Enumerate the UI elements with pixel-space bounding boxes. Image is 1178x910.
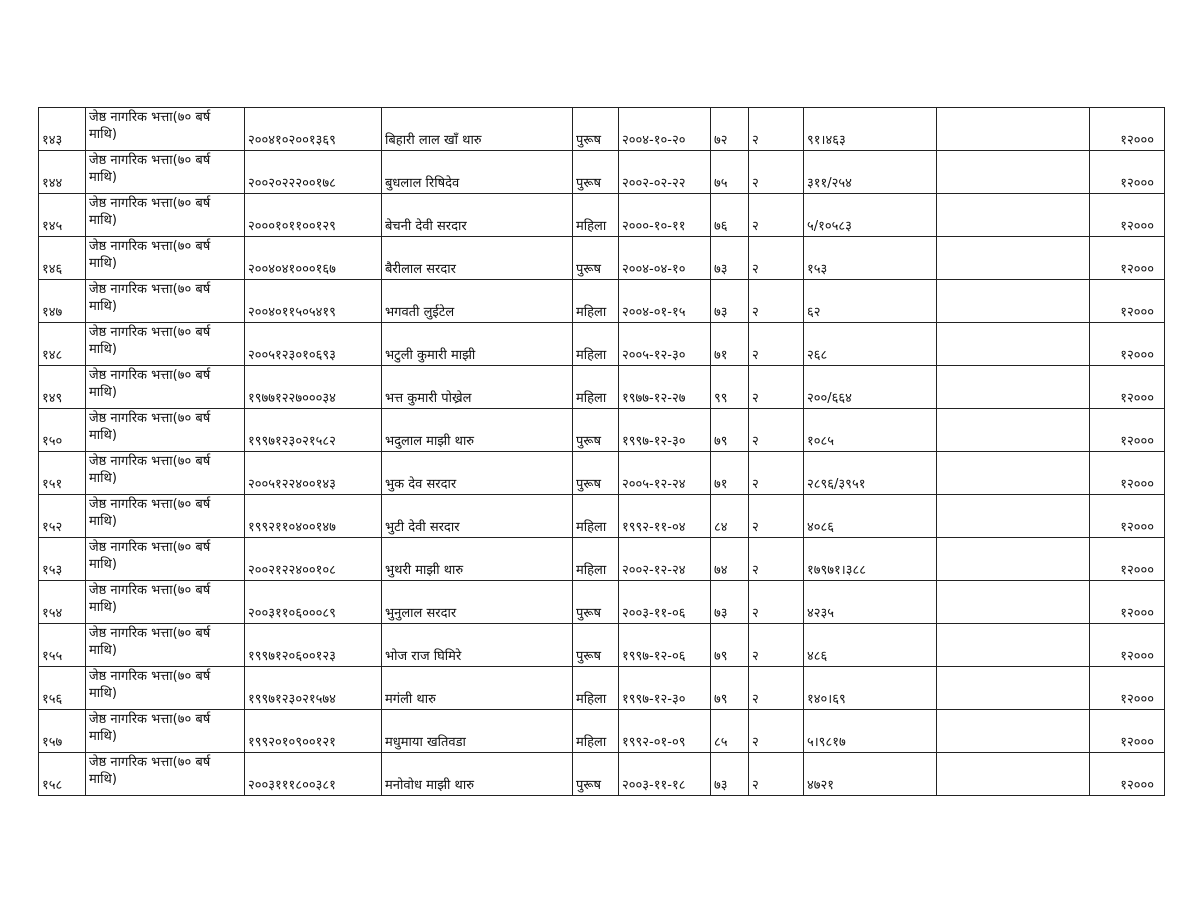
allowance-type-cell: जेष्ठ नागरिक भत्ता(७० बर्ष माथि) <box>86 452 245 495</box>
beneficiary-id-cell: १९९२११०४००१४७ <box>245 495 382 538</box>
gender-cell: पुरूष <box>573 409 619 452</box>
remarks-cell <box>937 237 1090 280</box>
beneficiary-id-cell: १९७७१२२७०००३४ <box>245 366 382 409</box>
amount-cell: १२००० <box>1090 538 1165 581</box>
age-cell: ७५ <box>711 151 749 194</box>
ward-cell: २ <box>749 366 804 409</box>
ward-cell: २ <box>749 581 804 624</box>
serial-number-cell: १५५ <box>39 624 86 667</box>
gender-cell: महिला <box>573 710 619 753</box>
allowance-type-cell: जेष्ठ नागरिक भत्ता(७० बर्ष माथि) <box>86 753 245 796</box>
beneficiary-name-cell: भदुलाल माझी थारु <box>382 409 573 452</box>
remarks-cell <box>937 581 1090 624</box>
birth-date-cell: २००२-१२-२४ <box>619 538 711 581</box>
serial-number-cell: १५३ <box>39 538 86 581</box>
citizenship-number-cell: १७९७१।३८८ <box>804 538 937 581</box>
allowance-type-cell: जेष्ठ नागरिक भत्ता(७० बर्ष माथि) <box>86 237 245 280</box>
gender-cell: महिला <box>573 495 619 538</box>
citizenship-number-cell: २६८ <box>804 323 937 366</box>
birth-date-cell: १९९७-१२-०६ <box>619 624 711 667</box>
remarks-cell <box>937 280 1090 323</box>
beneficiary-id-cell: २००२१२२४००१०८ <box>245 538 382 581</box>
beneficiary-id-cell: २००४०११५०५४१९ <box>245 280 382 323</box>
beneficiary-name-cell: भुक देव सरदार <box>382 452 573 495</box>
beneficiary-name-cell: भुथरी माझी थारु <box>382 538 573 581</box>
allowance-type-cell: जेष्ठ नागरिक भत्ता(७० बर्ष माथि) <box>86 624 245 667</box>
ward-cell: २ <box>749 108 804 151</box>
amount-cell: १२००० <box>1090 366 1165 409</box>
table-row <box>39 495 1165 538</box>
remarks-cell <box>937 323 1090 366</box>
gender-cell: पुरूष <box>573 624 619 667</box>
remarks-cell <box>937 624 1090 667</box>
ward-cell: २ <box>749 667 804 710</box>
allowance-type-cell: जेष्ठ नागरिक भत्ता(७० बर्ष माथि) <box>86 667 245 710</box>
beneficiary-name-cell: मनोवोध माझी थारु <box>382 753 573 796</box>
table-row <box>39 624 1165 667</box>
beneficiary-id-cell: २००४०४१०००१६७ <box>245 237 382 280</box>
ward-cell: २ <box>749 151 804 194</box>
beneficiary-table <box>38 107 1165 796</box>
gender-cell: पुरूष <box>573 108 619 151</box>
remarks-cell <box>937 495 1090 538</box>
beneficiary-id-cell: २००५१२३०१०६९३ <box>245 323 382 366</box>
age-cell: ७४ <box>711 538 749 581</box>
remarks-cell <box>937 151 1090 194</box>
table-body <box>39 108 1165 796</box>
citizenship-number-cell: २००/६६४ <box>804 366 937 409</box>
serial-number-cell: १५० <box>39 409 86 452</box>
ward-cell: २ <box>749 194 804 237</box>
table-row <box>39 366 1165 409</box>
allowance-type-cell: जेष्ठ नागरिक भत्ता(७० बर्ष माथि) <box>86 366 245 409</box>
remarks-cell <box>937 753 1090 796</box>
citizenship-number-cell: ४०८६ <box>804 495 937 538</box>
gender-cell: पुरूष <box>573 753 619 796</box>
remarks-cell <box>937 108 1090 151</box>
beneficiary-name-cell: भत्त कुमारी पोख्रेल <box>382 366 573 409</box>
remarks-cell <box>937 710 1090 753</box>
amount-cell: १२००० <box>1090 452 1165 495</box>
beneficiary-name-cell: मधुमाया खतिवडा <box>382 710 573 753</box>
gender-cell: पुरूष <box>573 581 619 624</box>
gender-cell: पुरूष <box>573 452 619 495</box>
table-row <box>39 538 1165 581</box>
allowance-type-cell: जेष्ठ नागरिक भत्ता(७० बर्ष माथि) <box>86 538 245 581</box>
citizenship-number-cell: ९१।४६३ <box>804 108 937 151</box>
table-row <box>39 237 1165 280</box>
age-cell: ७६ <box>711 194 749 237</box>
citizenship-number-cell: १०८५ <box>804 409 937 452</box>
allowance-type-cell: जेष्ठ नागरिक भत्ता(७० बर्ष माथि) <box>86 409 245 452</box>
citizenship-number-cell: ४८६ <box>804 624 937 667</box>
citizenship-number-cell: १४०।६९ <box>804 667 937 710</box>
beneficiary-name-cell: बेचनी देवी सरदार <box>382 194 573 237</box>
ward-cell: २ <box>749 452 804 495</box>
table-row <box>39 753 1165 796</box>
birth-date-cell: २००५-१२-३० <box>619 323 711 366</box>
amount-cell: १२००० <box>1090 323 1165 366</box>
beneficiary-name-cell: मगंली थारु <box>382 667 573 710</box>
amount-cell: १२००० <box>1090 151 1165 194</box>
birth-date-cell: २००५-१२-२४ <box>619 452 711 495</box>
beneficiary-id-cell: २००२०२२२००१७८ <box>245 151 382 194</box>
beneficiary-name-cell: बुधलाल रिषिदेव <box>382 151 573 194</box>
remarks-cell <box>937 194 1090 237</box>
remarks-cell <box>937 366 1090 409</box>
citizenship-number-cell: १५३ <box>804 237 937 280</box>
citizenship-number-cell: ५।९८१७ <box>804 710 937 753</box>
beneficiary-name-cell: भटुली कुमारी माझी <box>382 323 573 366</box>
serial-number-cell: १४६ <box>39 237 86 280</box>
remarks-cell <box>937 667 1090 710</box>
amount-cell: १२००० <box>1090 237 1165 280</box>
age-cell: ७९ <box>711 667 749 710</box>
beneficiary-id-cell: १९९७१२३०२१५७४ <box>245 667 382 710</box>
amount-cell: १२००० <box>1090 581 1165 624</box>
serial-number-cell: १५६ <box>39 667 86 710</box>
serial-number-cell: १४९ <box>39 366 86 409</box>
age-cell: ९९ <box>711 366 749 409</box>
age-cell: ७९ <box>711 409 749 452</box>
age-cell: ८४ <box>711 495 749 538</box>
allowance-type-cell: जेष्ठ नागरिक भत्ता(७० बर्ष माथि) <box>86 280 245 323</box>
ward-cell: २ <box>749 624 804 667</box>
table-row <box>39 710 1165 753</box>
beneficiary-id-cell: १९९७१२०६००१२३ <box>245 624 382 667</box>
serial-number-cell: १४४ <box>39 151 86 194</box>
beneficiary-id-cell: २००५१२२४००१४३ <box>245 452 382 495</box>
amount-cell: १२००० <box>1090 108 1165 151</box>
serial-number-cell: १४३ <box>39 108 86 151</box>
allowance-type-cell: जेष्ठ नागरिक भत्ता(७० बर्ष माथि) <box>86 194 245 237</box>
amount-cell: १२००० <box>1090 667 1165 710</box>
age-cell: ७३ <box>711 280 749 323</box>
citizenship-number-cell: ५/१०५८३ <box>804 194 937 237</box>
allowance-type-cell: जेष्ठ नागरिक भत्ता(७० बर्ष माथि) <box>86 323 245 366</box>
gender-cell: महिला <box>573 323 619 366</box>
citizenship-number-cell: ४२३५ <box>804 581 937 624</box>
remarks-cell <box>937 452 1090 495</box>
beneficiary-id-cell: १९९२०१०९००१२१ <box>245 710 382 753</box>
citizenship-number-cell: ६२ <box>804 280 937 323</box>
table-row <box>39 108 1165 151</box>
ward-cell: २ <box>749 495 804 538</box>
birth-date-cell: १९९२-११-०४ <box>619 495 711 538</box>
age-cell: ७२ <box>711 108 749 151</box>
gender-cell: महिला <box>573 194 619 237</box>
serial-number-cell: १५२ <box>39 495 86 538</box>
age-cell: ७१ <box>711 452 749 495</box>
amount-cell: १२००० <box>1090 280 1165 323</box>
birth-date-cell: २००४-०१-१५ <box>619 280 711 323</box>
serial-number-cell: १५८ <box>39 753 86 796</box>
birth-date-cell: २००४-१०-२० <box>619 108 711 151</box>
birth-date-cell: १९७७-१२-२७ <box>619 366 711 409</box>
table-row <box>39 323 1165 366</box>
amount-cell: १२००० <box>1090 194 1165 237</box>
beneficiary-name-cell: भुनुलाल सरदार <box>382 581 573 624</box>
amount-cell: १२००० <box>1090 624 1165 667</box>
table-row <box>39 194 1165 237</box>
beneficiary-id-cell: २००३११०६०००८९ <box>245 581 382 624</box>
gender-cell: महिला <box>573 280 619 323</box>
citizenship-number-cell: ४७२१ <box>804 753 937 796</box>
amount-cell: १२००० <box>1090 710 1165 753</box>
beneficiary-name-cell: बिहारी लाल खाँ थारु <box>382 108 573 151</box>
allowance-type-cell: जेष्ठ नागरिक भत्ता(७० बर्ष माथि) <box>86 151 245 194</box>
ward-cell: २ <box>749 323 804 366</box>
beneficiary-name-cell: भोज राज घिमिरे <box>382 624 573 667</box>
table-row <box>39 280 1165 323</box>
ward-cell: २ <box>749 280 804 323</box>
beneficiary-id-cell: १९९७१२३०२१५८२ <box>245 409 382 452</box>
serial-number-cell: १४७ <box>39 280 86 323</box>
allowance-type-cell: जेष्ठ नागरिक भत्ता(७० बर्ष माथि) <box>86 710 245 753</box>
serial-number-cell: १५४ <box>39 581 86 624</box>
ward-cell: २ <box>749 710 804 753</box>
birth-date-cell: २००३-११-१८ <box>619 753 711 796</box>
age-cell: ७९ <box>711 624 749 667</box>
allowance-type-cell: जेष्ठ नागरिक भत्ता(७० बर्ष माथि) <box>86 108 245 151</box>
beneficiary-name-cell: भुटी देवी सरदार <box>382 495 573 538</box>
ward-cell: २ <box>749 409 804 452</box>
gender-cell: महिला <box>573 366 619 409</box>
birth-date-cell: २००२-०२-२२ <box>619 151 711 194</box>
age-cell: ७३ <box>711 237 749 280</box>
ward-cell: २ <box>749 237 804 280</box>
birth-date-cell: २००४-०४-१० <box>619 237 711 280</box>
birth-date-cell: १९९७-१२-३० <box>619 667 711 710</box>
remarks-cell <box>937 538 1090 581</box>
beneficiary-id-cell: २००४१०२००१३६९ <box>245 108 382 151</box>
citizenship-number-cell: ३११/२५४ <box>804 151 937 194</box>
age-cell: ७१ <box>711 323 749 366</box>
birth-date-cell: २००३-११-०६ <box>619 581 711 624</box>
ward-cell: २ <box>749 538 804 581</box>
gender-cell: पुरूष <box>573 151 619 194</box>
table-row <box>39 667 1165 710</box>
gender-cell: पुरूष <box>573 237 619 280</box>
age-cell: ८५ <box>711 710 749 753</box>
amount-cell: १२००० <box>1090 495 1165 538</box>
birth-date-cell: २०००-१०-११ <box>619 194 711 237</box>
ward-cell: २ <box>749 753 804 796</box>
table-row <box>39 452 1165 495</box>
amount-cell: १२००० <box>1090 753 1165 796</box>
citizenship-number-cell: २८९६/३९५१ <box>804 452 937 495</box>
beneficiary-id-cell: २०००१०११००१२९ <box>245 194 382 237</box>
serial-number-cell: १५७ <box>39 710 86 753</box>
table-row <box>39 409 1165 452</box>
remarks-cell <box>937 409 1090 452</box>
table-row <box>39 581 1165 624</box>
birth-date-cell: १९९७-१२-३० <box>619 409 711 452</box>
amount-cell: १२००० <box>1090 409 1165 452</box>
serial-number-cell: १४८ <box>39 323 86 366</box>
beneficiary-name-cell: बैरीलाल सरदार <box>382 237 573 280</box>
table-row <box>39 151 1165 194</box>
age-cell: ७३ <box>711 581 749 624</box>
birth-date-cell: १९९२-०१-०९ <box>619 710 711 753</box>
gender-cell: महिला <box>573 667 619 710</box>
beneficiary-id-cell: २००३१११८००३८१ <box>245 753 382 796</box>
serial-number-cell: १५१ <box>39 452 86 495</box>
beneficiary-name-cell: भगवती लुईटेल <box>382 280 573 323</box>
allowance-type-cell: जेष्ठ नागरिक भत्ता(७० बर्ष माथि) <box>86 581 245 624</box>
allowance-type-cell: जेष्ठ नागरिक भत्ता(७० बर्ष माथि) <box>86 495 245 538</box>
gender-cell: महिला <box>573 538 619 581</box>
serial-number-cell: १४५ <box>39 194 86 237</box>
age-cell: ७३ <box>711 753 749 796</box>
